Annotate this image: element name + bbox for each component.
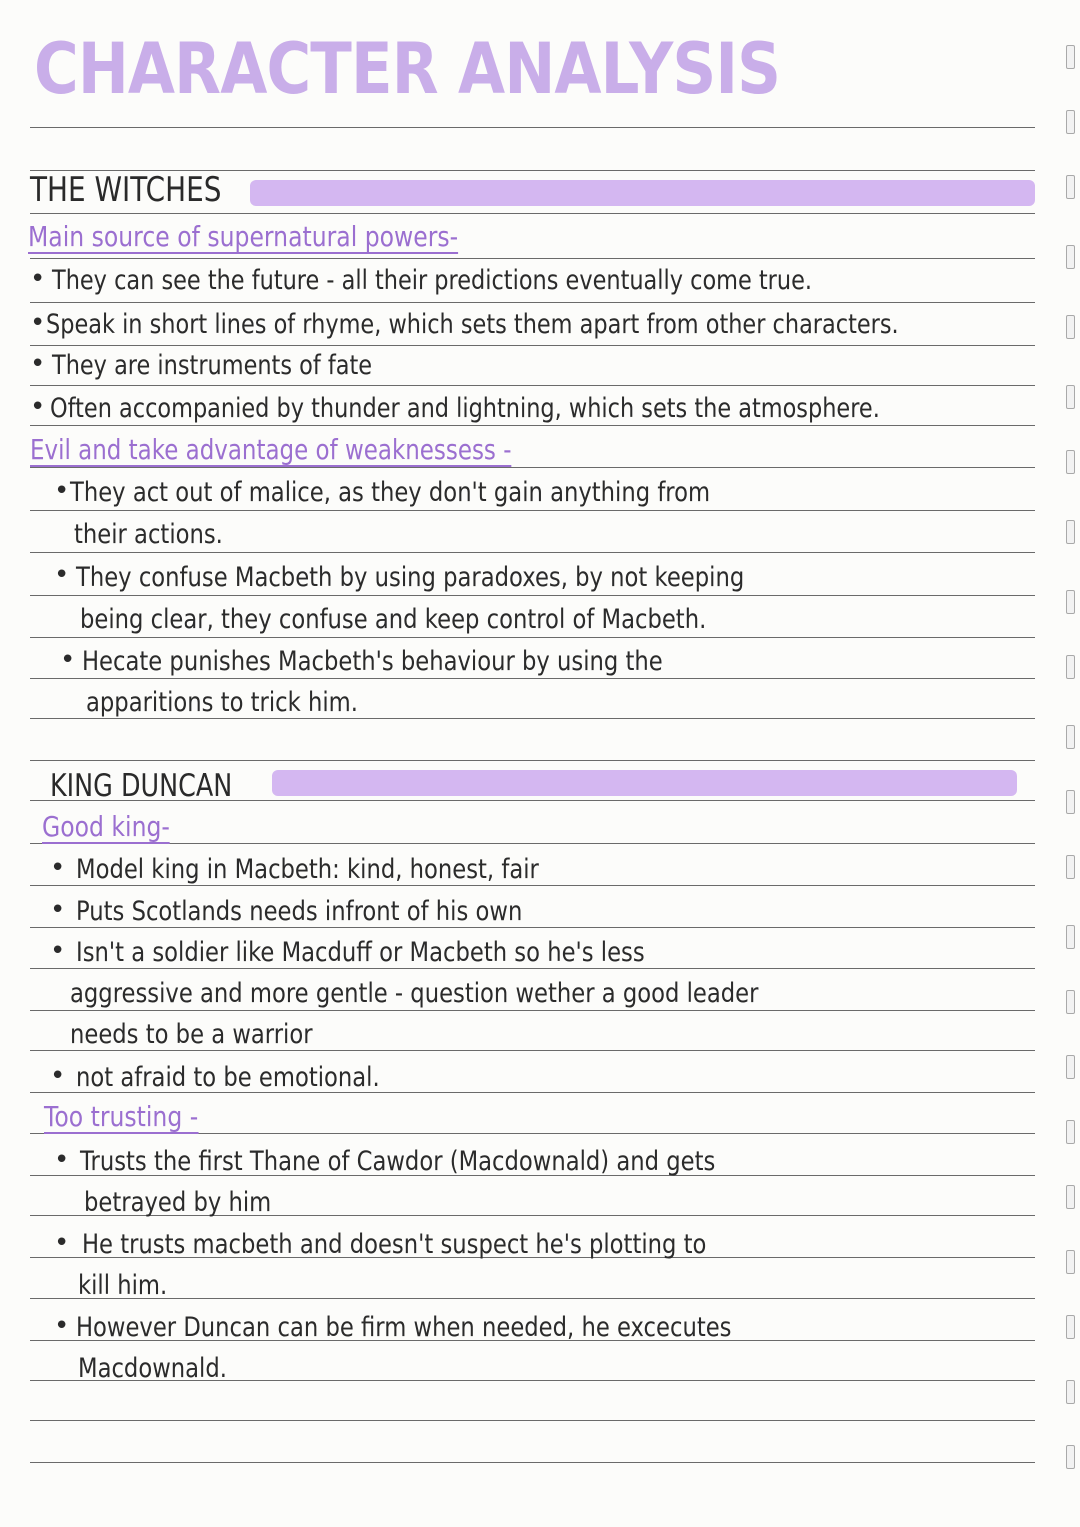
binding-ring xyxy=(1066,590,1075,614)
witches-highlight xyxy=(250,180,1035,206)
witches-point-5-line-1: They act out of malice, as they don't gain anything from xyxy=(70,477,711,508)
bullet: • xyxy=(30,308,46,338)
bullet: • xyxy=(50,936,66,966)
binding-ring xyxy=(1066,790,1075,814)
ruled-line xyxy=(30,885,1035,886)
bullet: • xyxy=(60,645,76,675)
binding-ring xyxy=(1066,175,1075,199)
bullet: • xyxy=(54,1228,70,1258)
binding-ring xyxy=(1066,855,1075,879)
duncan-point-3-line-3: needs to be a warrior xyxy=(70,1019,313,1050)
ruled-line xyxy=(30,1298,1035,1299)
ruled-line xyxy=(30,552,1035,553)
binding-ring xyxy=(1066,990,1075,1014)
bullet: • xyxy=(50,1061,66,1091)
bullet: • xyxy=(30,264,46,294)
ruled-line xyxy=(30,760,1035,761)
ruled-line xyxy=(30,1420,1035,1421)
bullet: • xyxy=(54,476,70,506)
duncan-point-7-line-2: Macdownald. xyxy=(78,1353,227,1384)
ruled-line xyxy=(30,718,1035,719)
ruled-line xyxy=(30,425,1035,426)
ruled-line xyxy=(30,968,1035,969)
binding-ring xyxy=(1066,1120,1075,1144)
duncan-point-5-line-1: Trusts the first Thane of Cawdor (Macdownald) and gets xyxy=(80,1146,716,1177)
binding-ring xyxy=(1066,725,1075,749)
bullet: • xyxy=(50,853,66,883)
witches-point-7-line-2: apparitions to trick him. xyxy=(86,687,358,718)
ruled-line xyxy=(30,678,1035,679)
bullet: • xyxy=(30,349,46,379)
binding-ring xyxy=(1066,1055,1075,1079)
binding-ring xyxy=(1066,520,1075,544)
witches-point-1: They can see the future - all their predictions eventually come true. xyxy=(52,265,813,296)
bullet: • xyxy=(50,895,66,925)
ruled-line xyxy=(30,385,1035,386)
duncan-point-5-line-2: betrayed by him xyxy=(84,1187,272,1218)
witches-subheading-1: Main source of supernatural powers- xyxy=(28,220,459,253)
binding-ring xyxy=(1066,110,1075,134)
binding-ring xyxy=(1066,1380,1075,1404)
witches-point-2: Speak in short lines of rhyme, which sets them apart from other characters. xyxy=(46,309,899,340)
witches-point-6-line-1: They confuse Macbeth by using paradoxes, by not keeping xyxy=(76,562,745,593)
binding-ring xyxy=(1066,385,1075,409)
witches-point-4: Often accompanied by thunder and lightning, which sets the atmosphere. xyxy=(50,393,880,424)
binding-ring xyxy=(1066,1185,1075,1209)
binding-ring xyxy=(1066,925,1075,949)
ruled-line xyxy=(30,637,1035,638)
ruled-line xyxy=(30,595,1035,596)
bullet: • xyxy=(54,560,70,590)
ruled-line xyxy=(30,510,1035,511)
bullet: • xyxy=(30,392,46,422)
duncan-point-4: not afraid to be emotional. xyxy=(76,1062,380,1093)
duncan-highlight xyxy=(272,770,1017,796)
ruled-line xyxy=(30,345,1035,346)
witches-point-6-line-2: being clear, they confuse and keep control of Macbeth. xyxy=(80,604,707,635)
binding-ring xyxy=(1066,1250,1075,1274)
bullet: • xyxy=(54,1145,70,1175)
witches-point-7-line-1: Hecate punishes Macbeth's behaviour by using the xyxy=(82,646,663,677)
ruled-line xyxy=(30,1050,1035,1051)
ruled-line xyxy=(30,1462,1035,1463)
ruled-line xyxy=(30,1010,1035,1011)
duncan-point-6-line-2: kill him. xyxy=(78,1270,168,1301)
ruled-line xyxy=(30,127,1035,128)
binding-ring xyxy=(1066,315,1075,339)
duncan-heading: KING DUNCAN xyxy=(50,768,233,804)
duncan-point-6-line-1: He trusts macbeth and doesn't suspect he's plotting to xyxy=(82,1229,707,1260)
duncan-point-2: Puts Scotlands needs infront of his own xyxy=(76,896,523,927)
duncan-point-7-line-1: However Duncan can be firm when needed, he excecutes xyxy=(76,1312,732,1343)
binding-ring xyxy=(1066,45,1075,69)
binding-ring xyxy=(1066,1315,1075,1339)
duncan-subheading-1: Good king- xyxy=(42,810,170,843)
duncan-point-1: Model king in Macbeth: kind, honest, fair xyxy=(76,854,539,885)
witches-point-5-line-2: their actions. xyxy=(74,519,223,550)
duncan-point-3-line-1: Isn't a soldier like Macduff or Macbeth so he's less xyxy=(76,937,645,968)
duncan-subheading-2: Too trusting - xyxy=(44,1100,199,1133)
ruled-line xyxy=(30,843,1035,844)
binding-ring xyxy=(1066,245,1075,269)
ruled-line xyxy=(30,258,1035,259)
page-title: CHARACTER ANALYSIS xyxy=(34,28,781,110)
ruled-line xyxy=(30,927,1035,928)
witches-heading: THE WITCHES xyxy=(30,170,222,210)
ruled-line xyxy=(30,467,1035,468)
duncan-point-3-line-2: aggressive and more gentle - question wether a good leader xyxy=(70,978,759,1009)
binding-ring xyxy=(1066,1445,1075,1469)
ruled-line xyxy=(30,302,1035,303)
binding-ring xyxy=(1066,450,1075,474)
bullet: • xyxy=(54,1311,70,1341)
witches-point-3: They are instruments of fate xyxy=(52,350,373,381)
witches-subheading-2: Evil and take advantage of weaknessess - xyxy=(30,433,512,466)
binding-ring xyxy=(1066,655,1075,679)
ruled-line xyxy=(30,213,1035,214)
